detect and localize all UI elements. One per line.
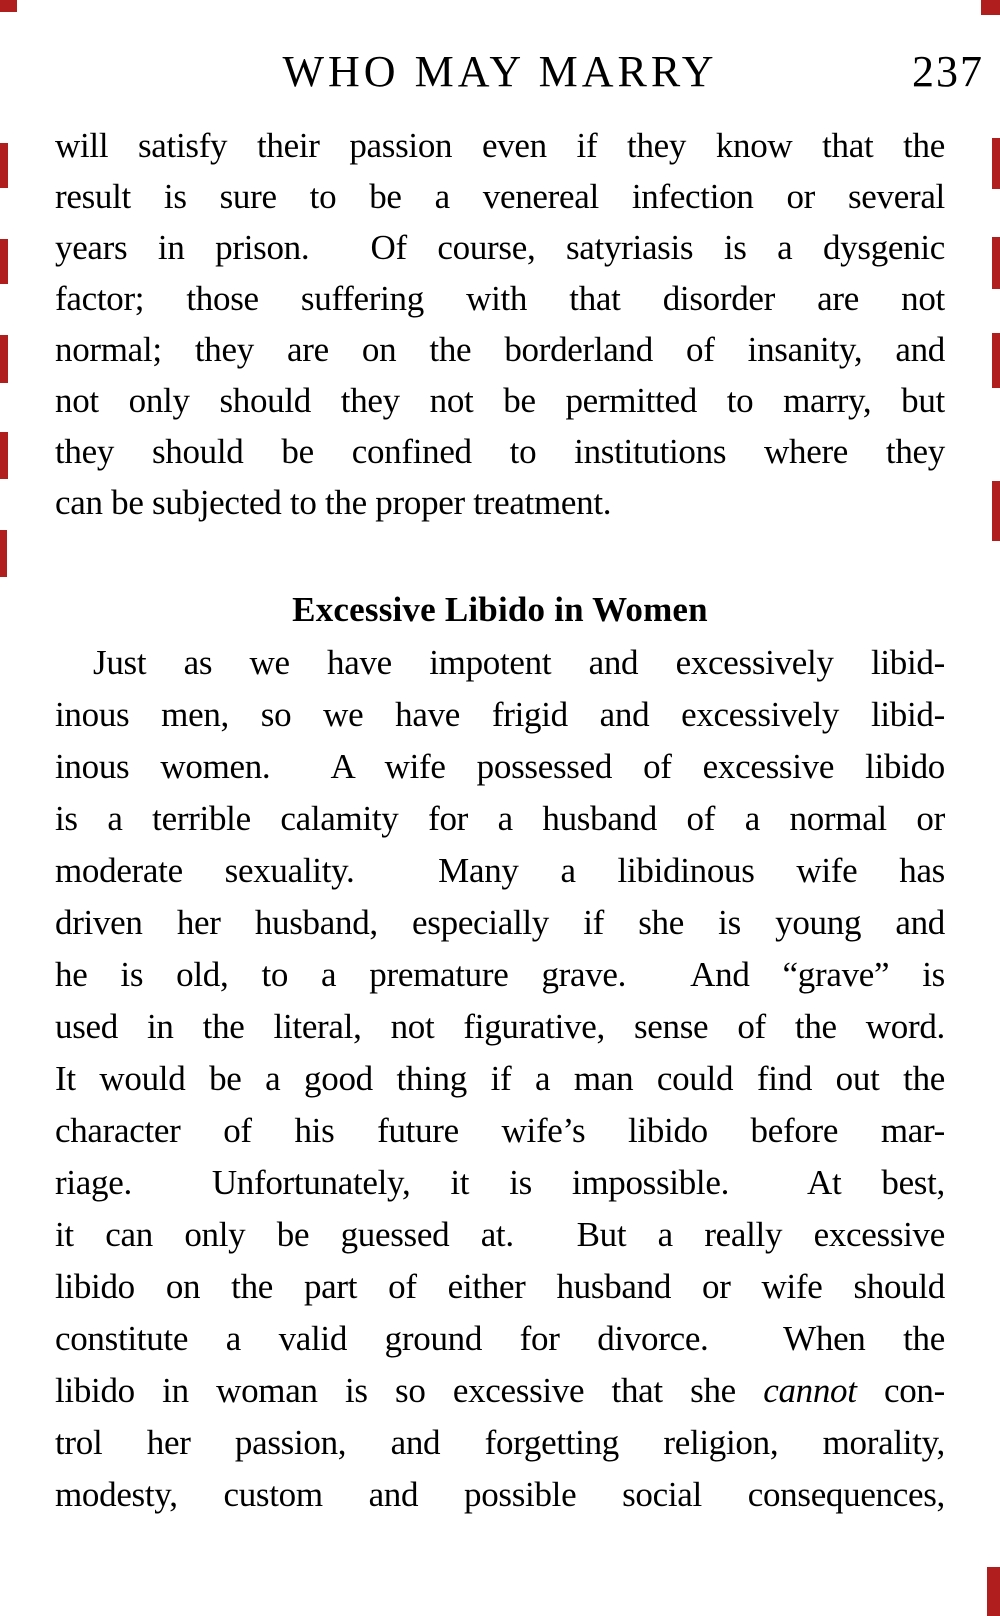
page-header-title: WHO MAY MARRY — [282, 47, 718, 96]
red-edge-mark — [992, 333, 1000, 388]
red-edge-mark — [0, 530, 7, 577]
red-edge-mark — [992, 237, 1000, 289]
text-line: It would be a good thing if a man could find out the — [55, 1059, 945, 1098]
text-line: can be subjected to the proper treatment. — [55, 483, 612, 522]
paragraph-excessive-libido — [55, 637, 945, 1521]
text-line: libido on the part of either husband or wife should — [55, 1267, 945, 1306]
text-line: inous women. A wife possessed of excessive libido — [55, 747, 945, 786]
text-line: modesty, custom and possible social consequences, — [55, 1475, 945, 1514]
text-line: he is old, to a premature grave. And “grave” is — [55, 955, 945, 994]
text-line: constitute a valid ground for divorce. When the — [55, 1319, 945, 1358]
red-edge-mark — [981, 0, 1000, 15]
text-segment: con- — [856, 1371, 945, 1410]
red-edge-mark — [0, 239, 8, 284]
text-line: years in prison. Of course, satyriasis is a dysgenic — [55, 228, 945, 267]
page-number: 237 — [912, 47, 984, 96]
red-edge-mark — [0, 0, 17, 12]
text-line: Just as we have impotent and excessively libid- — [93, 643, 945, 682]
paragraph-satyriasis-continued — [55, 120, 945, 528]
text-line: not only should they not be permitted to marry, but — [55, 381, 945, 420]
text-line: they should be confined to institutions where they — [55, 432, 945, 471]
text-line: used in the literal, not figurative, sense of the word. — [55, 1007, 945, 1046]
red-edge-mark — [0, 143, 8, 188]
section-heading: Excessive Libido in Women — [292, 590, 708, 629]
red-edge-mark — [992, 138, 1000, 189]
text-line: moderate sexuality. Many a libidinous wife has — [55, 851, 945, 890]
text-segment: libido in woman is so excessive that she — [55, 1371, 764, 1410]
text-line: riage. Unfortunately, it is impossible. At best, — [55, 1163, 945, 1202]
text-line: result is sure to be a venereal infection or several — [55, 177, 945, 216]
text-line — [55, 1365, 945, 1417]
text-line: character of his future wife’s libido before mar- — [55, 1111, 945, 1150]
text-line: is a terrible calamity for a husband of a normal or — [55, 799, 945, 838]
running-header — [0, 44, 1000, 104]
text-line: it can only be guessed at. But a really excessive — [55, 1215, 945, 1254]
text-line: driven her husband, especially if she is young and — [55, 903, 945, 942]
text-line: inous men, so we have frigid and excessively libid- — [55, 695, 945, 734]
red-edge-mark — [987, 1567, 1000, 1616]
red-edge-mark — [0, 335, 8, 383]
text-line: factor; those suffering with that disorder are not — [55, 279, 945, 318]
text-line: trol her passion, and forgetting religion, morality, — [55, 1423, 945, 1462]
red-edge-mark — [992, 481, 1000, 541]
text-line: will satisfy their passion even if they know that the — [55, 126, 945, 165]
red-edge-mark — [0, 432, 8, 479]
emphasized-word: cannot — [763, 1371, 857, 1410]
text-line: normal; they are on the borderland of insanity, and — [55, 330, 945, 369]
